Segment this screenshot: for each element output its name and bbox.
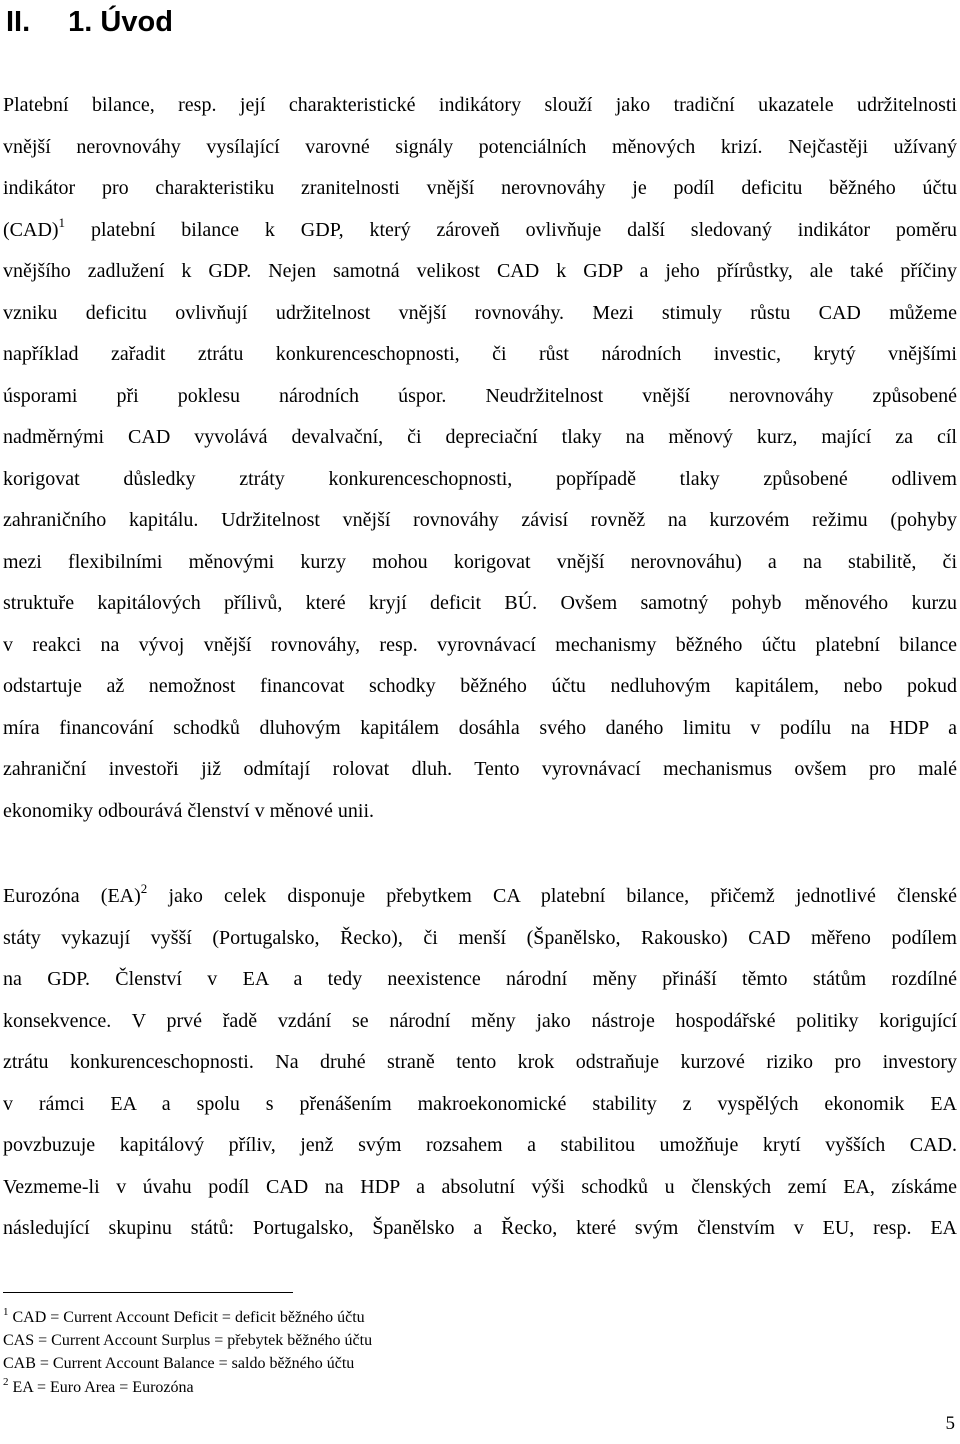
footnote (3, 1306, 372, 1329)
footnote-text: EA = Euro Area = Eurozóna (8, 1378, 194, 1396)
paragraph-eurozone (3, 876, 957, 1250)
chapter-heading (6, 2, 173, 42)
text-line: v rámci EA a spolu s přenášením makroekonomické stability z vyspělých ekonomik EA (3, 1092, 957, 1115)
text-line: úsporami při poklesu národních úspor. Neudržitelnost vnější nerovnováhy způsobené (3, 384, 957, 407)
text-line: povzbuzuje kapitálový příliv, jenž svým rozsahem a stabilitou umožňuje krytí vyšších CAD. (3, 1134, 957, 1156)
footnote-reference: 2 (140, 881, 148, 896)
text-line: odstartuje až nemožnost financovat schodky běžného účtu nedluhovým kapitálem, nebo pokud (3, 675, 957, 697)
text-line: zahraničního kapitálu. Udržitelnost vnější rovnováhy závisí rovněž na kurzovém režimu (pohyby (3, 509, 957, 531)
text-line: v reakci na vývoj vnější rovnováhy, resp. vyrovnávací mechanismy běžného účtu platební bilance (3, 633, 957, 656)
text-line: mezi flexibilními měnovými kurzy mohou korigovat vnější nerovnováhu) a na stabilitě, či (3, 550, 957, 573)
text-line: míra financování schodků dluhovým kapitálem dosáhla svého daného limitu v podílu na HDP a (3, 716, 957, 739)
footnote-text: CAS = Current Account Surplus = přebytek běžného účtu (3, 1332, 373, 1350)
text-line: vzniku deficitu ovlivňují udržitelnost vnější rovnováhy. Mezi stimuly růstu CAD můžeme (3, 301, 957, 324)
footnote-text: CAD = Current Account Deficit = deficit běžného účtu (8, 1309, 365, 1326)
paragraph-intro (3, 85, 957, 832)
text-line: korigovat důsledky ztráty konkurenceschopnosti, popřípadě tlaky způsobené odlivem (3, 467, 957, 490)
text-line: (CAD)$^1$ platební bilance k GDP, který zároveň ovlivňuje další sledovaný indikátor poměru (3, 214, 957, 241)
text-line: nadměrnými CAD vyvolává devalvační, či depreciační tlaky na měnový kurz, mající za cíl (3, 426, 957, 448)
text-line: státy vykazují vyšší (Portugalsko, Řecko), či menší (Španělsko, Rakousko) CAD měřeno podílem (3, 926, 957, 949)
text-line: na GDP. Členství v EA a tedy neexistence národní měny přináší těmto státům rozdílné (3, 968, 957, 990)
page-number: 5 (945, 1413, 955, 1434)
footnote (3, 1329, 372, 1352)
footnote-text: CAB = Current Account Balance = saldo běžného účtu (3, 1355, 355, 1373)
text-line: Vezmeme-li v úvahu podíl CAD na HDP a absolutní výši schodků u členských zemí EA, získáme (3, 1175, 957, 1198)
footnote-reference: 1 (58, 214, 66, 230)
footnotes (3, 1306, 372, 1399)
footnote-mark: 2 (3, 1375, 9, 1388)
chapter-title: 1. Úvod (68, 6, 173, 38)
footnote (3, 1352, 372, 1375)
text-line: ekonomiky odbourává členství v měnové unii. (3, 799, 375, 822)
text-line: Platební bilance, resp. její charakteristické indikátory slouží jako tradiční ukazatele udržitelnosti (3, 94, 957, 116)
footnote-separator (3, 1292, 293, 1293)
text-line: vnějšího zadlužení k GDP. Nejen samotná velikost CAD k GDP a jeho přírůstky, ale také příčiny (3, 260, 957, 282)
text-line: indikátor pro charakteristiku zranitelnosti vnější nerovnováhy je podíl deficitu běžného účtu (3, 177, 957, 199)
text-line: zahraniční investoři již odmítají rolovat dluh. Tento vyrovnávací mechanismus ovšem pro malé (3, 758, 957, 780)
text-line: následující skupinu států: Portugalsko, Španělsko a Řecko, které svým členstvím v EU, resp. EA (3, 1217, 957, 1239)
text-line: struktuře kapitálových přílivů, které kryjí deficit BÚ. Ovšem samotný pohyb měnového kurzu (3, 592, 957, 614)
text-line: vnější nerovnováhy vysílající varovné signály potenciálních měnových krizí. Nejčastěji užívaný (3, 135, 957, 158)
text-line: konsekvence. V prvé řadě vzdání se národní měny jako nástroje hospodářské politiky korigující (3, 1009, 957, 1032)
footnote (3, 1376, 372, 1399)
footnote-mark: 1 (3, 1306, 9, 1318)
chapter-number: II. (6, 6, 31, 38)
text-line: Eurozóna (EA)$^2$ jako celek disponuje přebytkem CA platební bilance, přičemž jednotlivé členské (3, 881, 957, 907)
text-line: například zařadit ztrátu konkurenceschopnosti, či růst národních investic, krytý vnějšími (3, 343, 957, 365)
text-line: ztrátu konkurenceschopnosti. Na druhé straně tento krok odstraňuje kurzové riziko pro investory (3, 1051, 957, 1073)
